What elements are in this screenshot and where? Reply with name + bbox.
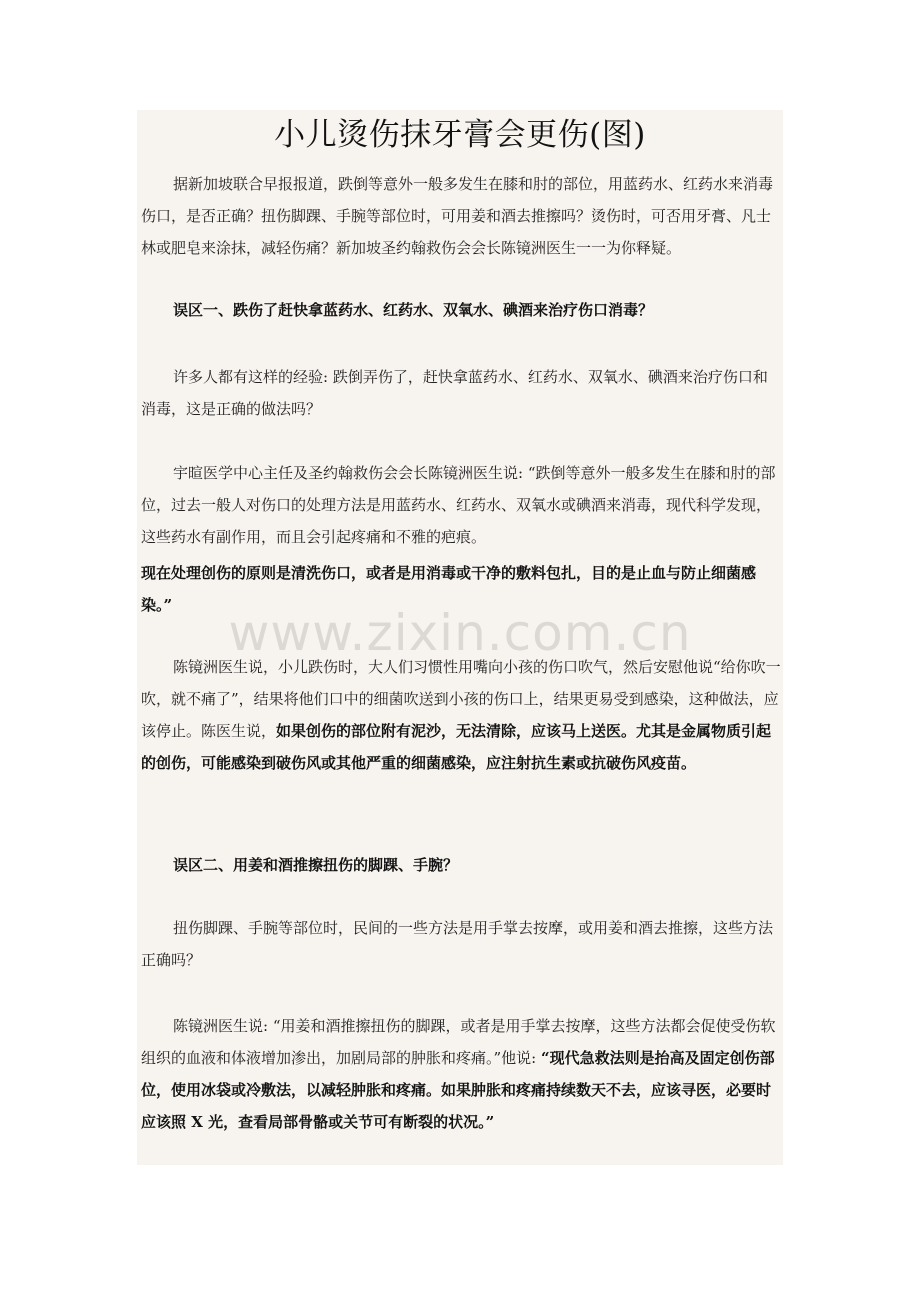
myth2-paragraph-2	[141, 1010, 781, 1138]
myth1-p4-bold: 如果创伤的部位附有泥沙，无法清除，应该马上送医。尤其是金属物质引起的创伤，可能感染到破伤风或其他严重的细菌感染，应注射抗生素或抗破伤风疫苗。	[141, 722, 772, 772]
myth2-p2-normal: 陈镜洲医生说: “用姜和酒推擦扭伤的脚踝，或者是用手掌去按摩，这些方法都会促使受伤软组织的血液和体液增加渗出，加剧局部的肿胀和疼痛。”他说:	[141, 1017, 776, 1067]
myth2-p2-bold: “现代急救法则是抬高及固定创伤部位，使用冰袋或冷敷法，以减轻肿胀和疼痛。如果肿胀和疼痛持续数天不去，应该寻医，必要时应该照 X 光，查看局部骨骼或关节可有断裂的状况。”	[141, 1049, 775, 1131]
myth1-p4-normal: 陈镜洲医生说，小儿跌伤时，大人们习惯性用嘴向小孩的伤口吹气，然后安慰他说“给你吹一吹，就不痛了”，结果将他们口中的细菌吹送到小孩的伤口上，结果更易受到感染，这种做法，应该停止。陈医生说，	[141, 658, 781, 740]
myth2-paragraph-1: 扭伤脚踝、手腕等部位时，民间的一些方法是用手掌去按摩，或用姜和酒去推擦，这些方法正确吗？	[141, 919, 774, 969]
article-background	[137, 110, 783, 1165]
myth2-heading: 误区二、用姜和酒推擦扭伤的脚踝、手腕？	[173, 856, 459, 874]
myth1-heading: 误区一、跌伤了赶快拿蓝药水、红药水、双氧水、碘酒来治疗伤口消毒？	[173, 301, 654, 319]
intro-paragraph: 据新加坡联合早报报道，跌倒等意外一般多发生在膝和肘的部位，用蓝药水、红药水来消毒伤口，是否正确？扭伤脚踝、手腕等部位时，可用姜和酒去推擦吗？烫伤时，可否用牙膏、凡士林或肥皂来涂抹，减轻伤痛？新加坡圣约翰救伤会会长陈镜洲医生一一为你释疑。	[141, 175, 774, 257]
article-title: 小儿烫伤抹牙膏会更伤(图)	[274, 117, 646, 153]
myth1-paragraph-1: 许多人都有这样的经验: 跌倒弄伤了，赶快拿蓝药水、红药水、双氧水、碘酒来治疗伤口和消毒，这是正确的做法吗？	[141, 368, 768, 418]
watermark: www.zixin.com.cn	[228, 604, 692, 662]
myth1-paragraph-4	[141, 651, 781, 779]
myth1-paragraph-3: 现在处理创伤的原则是清洗伤口，或者是用消毒或干净的敷料包扎，目的是止血与防止细菌感染。”	[141, 564, 757, 614]
myth1-paragraph-2: 宇暄医学中心主任及圣约翰救伤会会长陈镜洲医生说: “跌倒等意外一般多发生在膝和肘的部位，过去一般人对伤口的处理方法是用蓝药水、红药水、双氧水或碘酒来消毒，现代科学发现，这些药水有副作用，而且会引起疼痛和不雅的疤痕。	[141, 464, 776, 546]
